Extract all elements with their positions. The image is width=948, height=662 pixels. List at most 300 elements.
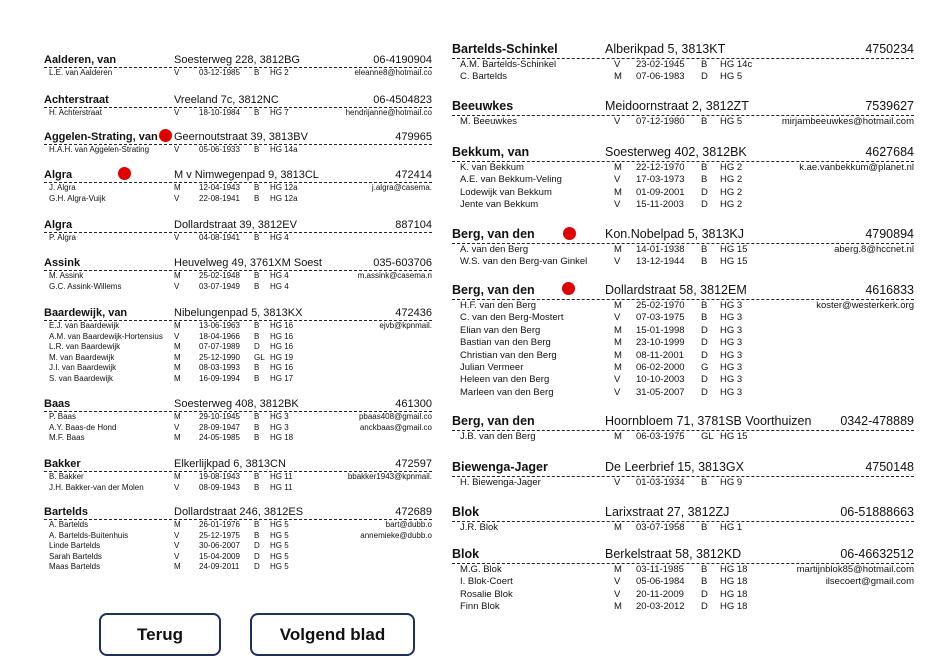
family-name: Baardewijk, van [44, 307, 128, 319]
member-birthdate: 06-03-1975 [636, 431, 685, 442]
member-row [44, 562, 432, 573]
family-phone: 472597 [395, 458, 432, 470]
family-address: Soesterweg 228, 3812BG [174, 54, 300, 66]
member-group: HG 2 [270, 68, 289, 77]
family-address: Vreeland 7c, 3812NC [174, 94, 279, 106]
member-row [452, 576, 914, 588]
member-group: HG 4 [270, 271, 289, 280]
member-group: HG 3 [720, 349, 743, 361]
family-phone: 035-603706 [373, 257, 432, 269]
member-birthdate: 13-06-1963 [199, 321, 240, 330]
member-birthdate: 12-04-1943 [199, 183, 240, 192]
member-birthdate: 07-03-1975 [636, 312, 685, 324]
next-page-button[interactable]: Volgend blad [250, 613, 415, 656]
member-group: HG 3 [720, 386, 743, 398]
member-birthdate: 29-10-1945 [199, 412, 240, 421]
member-birthdate: 22-12-1970 [636, 162, 685, 173]
member-group: HG 16 [270, 331, 294, 341]
member-role: D [254, 541, 260, 550]
member-role: B [701, 300, 708, 311]
member-role: B [701, 576, 708, 588]
family-name: Bakker [44, 458, 81, 470]
member-role: D [254, 562, 260, 571]
member-group: HG 2 [720, 174, 743, 186]
member-row [44, 520, 432, 531]
member-name: W.S. van den Berg-van Ginkel [460, 256, 588, 268]
family-header [452, 546, 914, 564]
family-phone: 472414 [395, 169, 432, 181]
member-birthdate: 31-05-2007 [636, 386, 685, 398]
member-row [44, 233, 432, 244]
family-entry [44, 218, 432, 244]
member-group: HG 5 [270, 520, 289, 529]
family-name: Blok [452, 547, 480, 561]
member-row [452, 256, 914, 268]
member-birthdate: 15-11-2003 [636, 199, 684, 211]
member-role: B [254, 482, 260, 492]
member-group: HG 14a [270, 145, 298, 154]
member-name: J.B. van den Berg [460, 431, 536, 442]
member-birthdate: 07-07-1989 [199, 342, 240, 351]
family-entry [452, 226, 914, 269]
member-sex: V [614, 576, 621, 588]
member-role: D [701, 601, 708, 613]
family-name: Assink [44, 257, 81, 269]
member-group: HG 5 [720, 116, 743, 127]
member-row [44, 412, 432, 423]
member-email: aberg.8@hccnet.nl [834, 244, 914, 255]
member-name: Sarah Bartelds [49, 551, 102, 561]
member-row [44, 353, 432, 364]
family-phone: 4750234 [865, 42, 914, 56]
member-role: B [701, 162, 708, 173]
member-birthdate: 03-07-1958 [636, 522, 685, 533]
member-birthdate: 10-10-2003 [636, 374, 685, 386]
member-name: Finn Blok [460, 601, 500, 613]
member-name: A. Bartelds-Buitenhuis [49, 530, 129, 540]
member-name: A.M. van Baardewijk-Hortensius [49, 331, 163, 341]
family-header [452, 144, 914, 162]
member-row [44, 541, 432, 552]
member-row [452, 362, 914, 374]
member-email: pbaas408@gmail.co [358, 412, 432, 421]
family-phone: 4790894 [865, 227, 914, 241]
member-sex: M [614, 522, 622, 533]
member-sex: V [174, 530, 180, 540]
member-row [44, 423, 432, 434]
member-role: B [254, 281, 260, 291]
family-entry [44, 53, 432, 79]
family-address: Kon.Nobelpad 5, 3813KJ [605, 227, 744, 241]
member-sex: V [174, 233, 180, 242]
member-email: m.assink@casema.n [357, 271, 432, 280]
member-group: HG 3 [720, 374, 743, 386]
member-sex: M [614, 162, 622, 173]
member-role: B [254, 373, 260, 383]
member-name: M.F. Baas [49, 433, 85, 442]
member-row [44, 363, 432, 374]
member-email: annemieke@dubb.o [360, 530, 432, 540]
member-group: HG 3 [720, 337, 743, 349]
member-sex: V [614, 477, 621, 488]
member-name: Linde Bartelds [49, 541, 101, 550]
member-name: G.H. Algra-Vuijk [49, 193, 106, 203]
member-birthdate: 08-09-1943 [199, 482, 240, 492]
member-role: B [254, 412, 260, 421]
member-name: J. Algra [49, 183, 76, 192]
member-sex: M [174, 342, 181, 351]
member-role: B [701, 312, 708, 324]
directory-page-left [44, 0, 432, 600]
family-entry [44, 130, 432, 156]
member-role: D [701, 199, 708, 211]
family-name: Berg, van den [452, 283, 535, 297]
member-name: Elian van den Berg [460, 324, 541, 336]
member-role: G [701, 361, 709, 373]
member-birthdate: 25-12-1990 [199, 352, 240, 362]
family-address: Geernoutstraat 39, 3813BV [174, 131, 308, 143]
member-sex: M [174, 562, 181, 571]
family-header [44, 93, 432, 108]
member-role: B [254, 433, 260, 442]
member-role: B [701, 116, 708, 127]
member-name: J.I. van Baardewijk [49, 363, 117, 372]
family-header [44, 256, 432, 271]
member-sex: M [614, 337, 622, 349]
member-name: M.G. Blok [460, 564, 502, 575]
family-phone: 0342-478889 [840, 414, 914, 428]
member-birthdate: 06-02-2000 [636, 361, 685, 373]
member-sex: V [174, 193, 180, 203]
member-role: B [254, 530, 260, 540]
family-entry [44, 93, 432, 119]
member-name: J.H. Bakker-van der Molen [49, 482, 144, 492]
member-birthdate: 25-02-1948 [199, 271, 240, 280]
member-birthdate: 15-01-1998 [636, 324, 685, 336]
family-phone: 472689 [395, 506, 432, 518]
member-group: HG 17 [270, 373, 294, 383]
member-row [44, 68, 432, 79]
family-header [44, 53, 432, 68]
member-group: HG 2 [720, 199, 743, 211]
member-group: HG 4 [270, 233, 289, 242]
member-row [44, 374, 432, 385]
family-entry [452, 282, 914, 399]
member-sex: M [614, 186, 622, 198]
member-email: eleanne8@hotmail.co [354, 68, 432, 77]
member-sex: M [174, 472, 181, 481]
member-sex: M [174, 412, 181, 421]
member-group: HG 2 [720, 162, 743, 173]
member-name: Julian Vermeer [460, 361, 524, 373]
family-address: M v Nimwegenpad 9, 3813CL [174, 169, 319, 181]
member-role: B [701, 477, 708, 488]
member-birthdate: 07-12-1980 [636, 116, 685, 127]
family-header [452, 226, 914, 244]
member-sex: V [614, 116, 621, 127]
member-role: D [701, 349, 708, 361]
member-group: HG 18 [270, 433, 294, 442]
member-group: HG 18 [720, 601, 748, 613]
member-row [44, 183, 432, 194]
family-address: De Leerbrief 15, 3813GX [605, 460, 744, 474]
member-role: B [254, 472, 260, 481]
member-email: martijnblok85@hotmail.com [796, 564, 914, 575]
member-birthdate: 13-12-1944 [636, 256, 685, 268]
member-birthdate: 07-06-1983 [636, 71, 685, 83]
member-group: HG 18 [720, 564, 748, 575]
member-row [44, 472, 432, 483]
member-role: B [701, 174, 708, 186]
member-sex: M [174, 363, 181, 372]
member-group: HG 3 [720, 312, 743, 324]
family-name: Bartelds-Schinkel [452, 42, 558, 56]
member-birthdate: 01-09-2001 [636, 186, 685, 198]
member-email: bbakker1943@kpnmail. [347, 472, 432, 481]
member-group: HG 3 [720, 324, 743, 336]
member-role: D [701, 186, 708, 198]
member-group: HG 2 [720, 186, 743, 198]
member-sex: V [614, 199, 621, 211]
family-header [452, 504, 914, 522]
member-row [44, 552, 432, 563]
member-birthdate: 20-03-2012 [636, 601, 685, 613]
member-sex: M [174, 271, 181, 280]
member-group: HG 16 [270, 342, 294, 351]
family-address: Larixstraat 27, 3812ZJ [605, 505, 730, 519]
member-birthdate: 23-10-1999 [636, 337, 685, 349]
member-sex: V [174, 331, 180, 341]
marker-dot-berg-dollardstraat [562, 282, 575, 295]
member-role: GL [701, 431, 714, 442]
member-email: koster@westerkerk.org [816, 300, 914, 311]
member-email: ejvb@kpnmail. [379, 321, 432, 330]
member-group: HG 3 [270, 412, 289, 421]
family-header [452, 98, 914, 116]
member-group: HG 3 [270, 422, 289, 432]
member-sex: M [614, 564, 622, 575]
member-role: B [701, 59, 708, 70]
member-role: D [254, 342, 260, 351]
member-role: D [254, 551, 260, 561]
member-sex: V [614, 312, 621, 324]
member-name: Christian van den Berg [460, 349, 557, 361]
family-phone: 4627684 [865, 145, 914, 159]
family-name: Beeuwkes [452, 99, 514, 113]
member-sex: V [614, 256, 621, 268]
member-row [44, 194, 432, 205]
family-phone: 7539627 [865, 99, 914, 113]
family-entry [452, 144, 914, 212]
member-row [452, 116, 914, 128]
family-header [44, 168, 432, 183]
member-row [452, 477, 914, 489]
member-row [452, 300, 914, 312]
marker-dot-algra [118, 167, 131, 180]
member-name: M. Beeuwkes [460, 116, 518, 127]
family-entry [452, 504, 914, 534]
member-name: Rosalie Blok [460, 588, 513, 600]
member-row [44, 332, 432, 343]
back-button[interactable]: Terug [99, 613, 221, 656]
family-entry [44, 397, 432, 444]
family-name: Aggelen-Strating, van [44, 131, 158, 143]
family-header [452, 282, 914, 300]
family-entry [44, 306, 432, 384]
member-sex: M [614, 601, 622, 613]
member-group: HG 5 [270, 541, 289, 550]
member-birthdate: 22-08-1941 [199, 193, 240, 203]
member-name: K. van Bekkum [460, 162, 524, 173]
member-name: C. Bartelds [460, 71, 507, 83]
member-row [44, 271, 432, 282]
family-entry [452, 459, 914, 489]
member-row [452, 337, 914, 349]
member-row [452, 162, 914, 174]
member-row [452, 187, 914, 199]
member-name: M. van Baardewijk [49, 352, 115, 362]
member-row [452, 71, 914, 83]
member-birthdate: 14-01-1938 [636, 244, 685, 255]
family-phone: 06-46632512 [840, 547, 914, 561]
member-row [452, 601, 914, 613]
member-sex: M [614, 244, 622, 255]
member-row [452, 387, 914, 399]
member-name: Lodewijk van Bekkum [460, 186, 552, 198]
member-group: HG 19 [270, 352, 294, 362]
member-birthdate: 17-03-1973 [636, 174, 685, 186]
member-role: B [254, 145, 260, 154]
member-birthdate: 04-08-1941 [199, 233, 240, 242]
member-role: D [701, 71, 708, 83]
member-role: B [254, 193, 260, 203]
member-birthdate: 16-09-1994 [199, 373, 240, 383]
member-sex: M [614, 349, 622, 361]
family-address: Nibelungenpad 5, 3813KX [174, 307, 303, 319]
member-name: M. Assink [49, 271, 84, 280]
family-phone: 887104 [395, 219, 432, 231]
member-row [452, 244, 914, 256]
member-sex: V [614, 588, 621, 600]
family-phone: 461300 [395, 398, 432, 410]
family-address: Dollardstraat 39, 3812EV [174, 219, 297, 231]
family-name: Berg, van den [452, 227, 535, 241]
member-group: HG 4 [270, 281, 289, 291]
member-name: J.R. Blok [460, 522, 499, 533]
member-row [44, 145, 432, 156]
member-group: HG 18 [720, 576, 748, 588]
member-birthdate: 18-04-1966 [199, 331, 240, 341]
member-sex: V [174, 482, 180, 492]
member-birthdate: 01-03-1934 [636, 477, 685, 488]
family-entry [44, 457, 432, 493]
member-group: HG 3 [720, 361, 743, 373]
member-name: P. Baas [49, 412, 76, 421]
member-birthdate: 23-02-1945 [636, 59, 685, 70]
member-sex: M [174, 321, 181, 330]
member-name: B. Bakker [49, 472, 84, 481]
member-birthdate: 25-12-1975 [199, 530, 240, 540]
member-sex: M [614, 324, 622, 336]
family-header [44, 457, 432, 472]
member-name: H.A.H. van Aggelen-Strating [49, 145, 150, 154]
family-address: Hoornbloem 71, 3781SB Voorthuizen [605, 414, 812, 428]
member-sex: V [174, 145, 180, 154]
member-sex: V [174, 68, 180, 77]
marker-dot-aggelen [159, 129, 172, 142]
member-birthdate: 26-01-1976 [199, 520, 240, 529]
member-name: Jente van Bekkum [460, 199, 539, 211]
family-phone: 06-51888663 [840, 505, 914, 519]
member-name: S. van Baardewijk [49, 373, 114, 383]
member-sex: M [174, 373, 181, 383]
member-sex: M [614, 300, 622, 311]
directory-page-right [452, 0, 914, 640]
member-role: GL [254, 352, 265, 362]
family-name: Algra [44, 219, 73, 231]
member-name: H.F. van den Berg [460, 300, 537, 311]
family-entry [44, 256, 432, 292]
family-entry [452, 413, 914, 443]
member-group: HG 7 [270, 108, 289, 117]
member-name: A. van den Berg [460, 244, 529, 255]
member-name: H. Achterstraat [49, 108, 102, 117]
family-address: Soesterweg 402, 3812BK [605, 145, 747, 159]
member-sex: V [174, 108, 180, 117]
member-role: D [701, 337, 708, 349]
family-header [452, 41, 914, 59]
family-name: Bekkum, van [452, 145, 530, 159]
member-role: D [701, 324, 708, 336]
member-row [44, 282, 432, 293]
member-group: HG 11 [270, 472, 293, 481]
member-birthdate: 05-06-1933 [199, 145, 240, 154]
member-sex: V [174, 281, 180, 291]
family-phone: 479965 [395, 131, 432, 143]
member-role: D [701, 588, 708, 600]
member-email: hendrijanne@hotmail.co [345, 108, 432, 117]
member-group: HG 16 [270, 363, 294, 372]
member-row [452, 374, 914, 386]
member-sex: M [174, 433, 181, 442]
family-header [452, 413, 914, 431]
member-role: B [254, 183, 260, 192]
family-entry [44, 505, 432, 573]
family-phone: 4750148 [865, 460, 914, 474]
family-header [44, 218, 432, 233]
family-header [452, 459, 914, 477]
member-name: P. Algra [49, 233, 76, 242]
member-role: D [701, 374, 708, 386]
member-birthdate: 20-11-2009 [636, 588, 684, 600]
member-row [452, 199, 914, 211]
member-email: anckbaas@gmail.co [359, 422, 432, 432]
member-sex: V [174, 541, 180, 550]
family-phone: 472436 [395, 307, 432, 319]
member-sex: M [614, 71, 622, 83]
member-group: HG 1 [720, 522, 743, 533]
member-group: HG 16 [270, 321, 294, 330]
member-row [44, 342, 432, 353]
member-group: HG 5 [270, 562, 289, 571]
family-header [44, 505, 432, 520]
member-name: A.E. van Bekkum-Veling [460, 174, 562, 186]
member-row [452, 59, 914, 71]
member-email: j.algra@casema. [371, 183, 432, 192]
family-name: Blok [452, 505, 480, 519]
member-email: k.ae.vanbekkum@planet.nl [799, 162, 914, 173]
member-birthdate: 15-04-2009 [199, 551, 240, 561]
